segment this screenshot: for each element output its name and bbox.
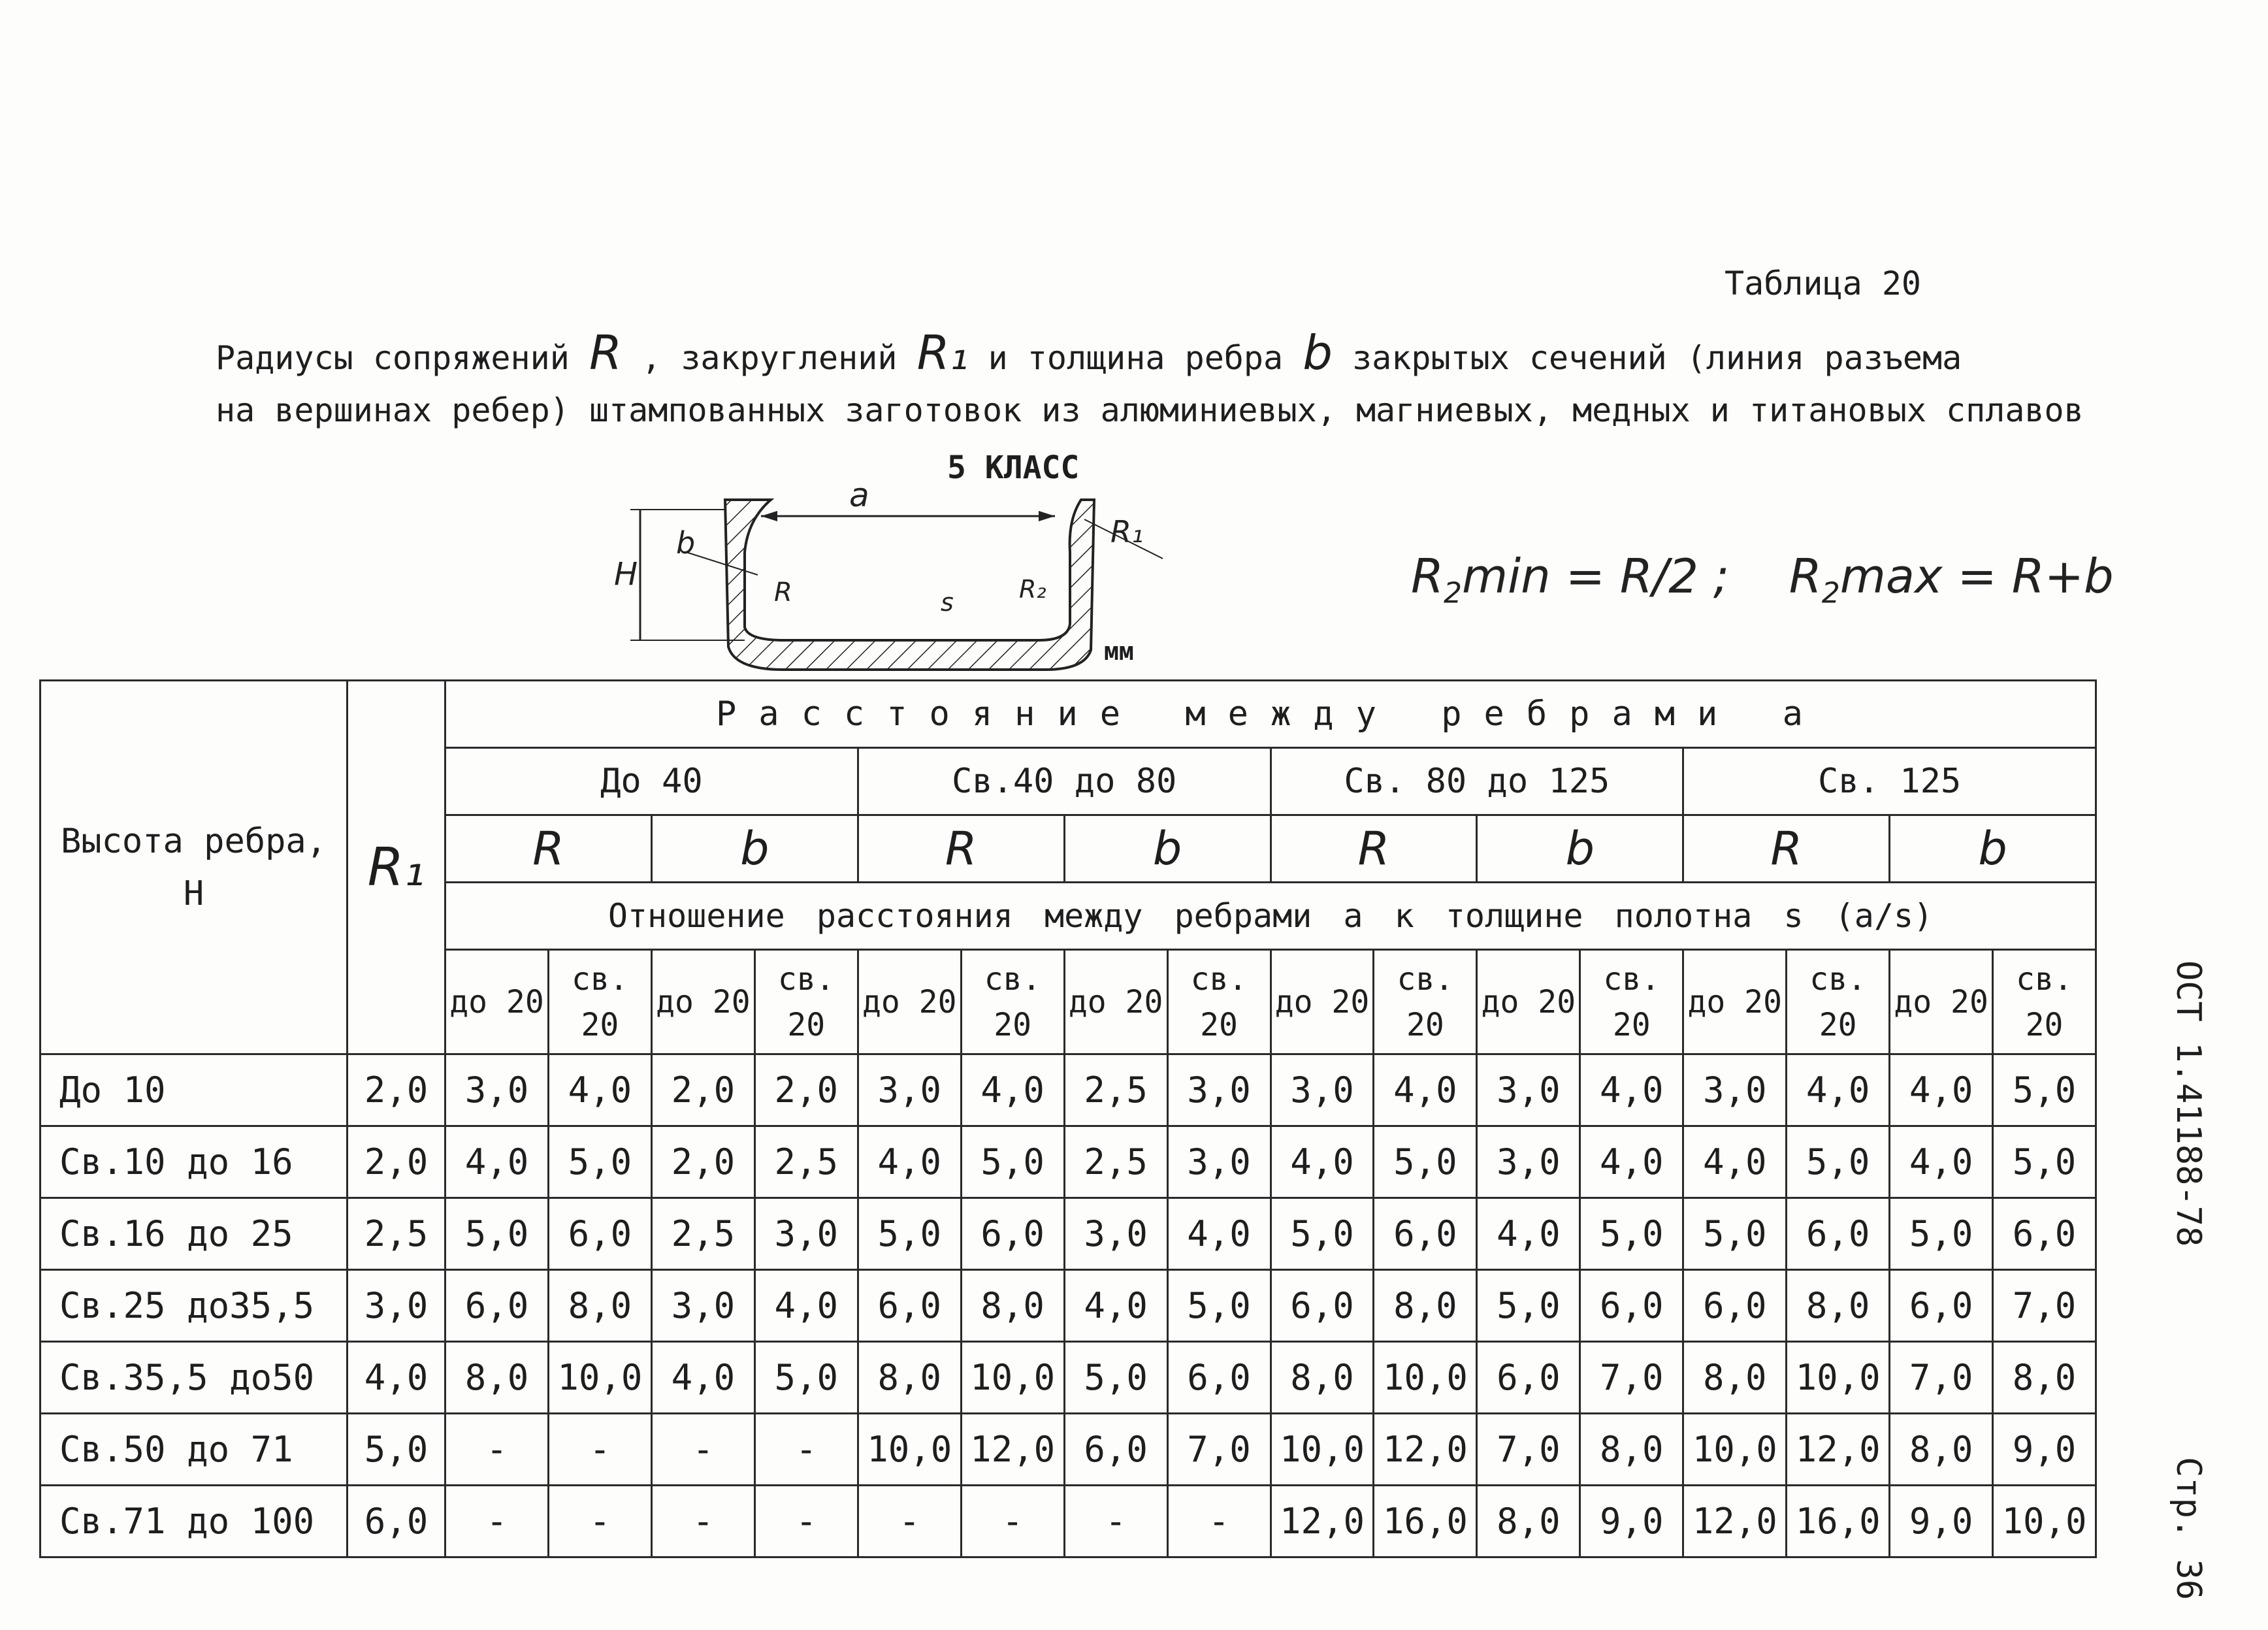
- table-row: [40, 1198, 2096, 1270]
- table-cell: 6,0: [1271, 1270, 1374, 1342]
- table-cell: -: [651, 1486, 754, 1557]
- table-cell: 3,0: [1477, 1126, 1580, 1198]
- r2-formula: [1411, 549, 2114, 610]
- sub-header: св. 20: [1374, 950, 1477, 1054]
- table-cell: 12,0: [1374, 1414, 1477, 1486]
- group-header: Св. 125: [1683, 748, 2096, 815]
- table-cell: 5,0: [1477, 1270, 1580, 1342]
- rb-header: R: [1683, 815, 1890, 883]
- table-cell: 7,0: [1167, 1414, 1271, 1486]
- sub-header: до 20: [651, 950, 754, 1054]
- table-cell: 4,0: [1890, 1126, 1993, 1198]
- sub-header: св. 20: [754, 950, 858, 1054]
- table-cell: 5,0: [1064, 1342, 1167, 1414]
- table-cell: 6,0: [1993, 1198, 2096, 1270]
- table-cell: 3,0: [754, 1198, 858, 1270]
- sub-header: св. 20: [548, 950, 651, 1054]
- row-height-range: До 10: [40, 1054, 348, 1126]
- table-cell: 3,0: [1271, 1054, 1374, 1126]
- table-cell: 9,0: [1993, 1414, 2096, 1486]
- table-cell: 5,0: [548, 1126, 651, 1198]
- table-cell: -: [858, 1486, 961, 1557]
- table-cell: 4,0: [1167, 1198, 1271, 1270]
- row-height-range: Св.71 до 100: [40, 1486, 348, 1557]
- cell-r1: 2,0: [348, 1126, 446, 1198]
- table-cell: 12,0: [1683, 1486, 1787, 1557]
- sub-header: св. 20: [1167, 950, 1271, 1054]
- rb-header: b: [651, 815, 858, 883]
- table-cell: 5,0: [1271, 1198, 1374, 1270]
- table-cell: 8,0: [858, 1342, 961, 1414]
- table-cell: 16,0: [1787, 1486, 1890, 1557]
- title-part-4: закрытых сечений (линия разъема: [1352, 339, 1962, 377]
- rb-header: R: [1271, 815, 1477, 883]
- table-number: Таблица 20: [1725, 265, 1922, 302]
- table-cell: 2,0: [754, 1054, 858, 1126]
- table-cell: 7,0: [1993, 1270, 2096, 1342]
- table-cell: 8,0: [1477, 1486, 1580, 1557]
- table-cell: 4,0: [1064, 1270, 1167, 1342]
- formula-max-symbol: R: [1789, 549, 1822, 604]
- ratio-header: Отношение расстояния между ребрами a к толщине полотна s (a/s): [446, 883, 2096, 950]
- sub-header: до 20: [1064, 950, 1167, 1054]
- table-cell: 4,0: [1580, 1054, 1683, 1126]
- table-cell: 6,0: [1890, 1270, 1993, 1342]
- formula-min-symbol: R: [1411, 549, 1444, 604]
- table-cell: 4,0: [1787, 1054, 1890, 1126]
- table-cell: 10,0: [1683, 1414, 1787, 1486]
- title-line-2: на вершинах ребер) штампованных заготовок из алюминиевых, магниевых, медных и титановых сплавов: [216, 391, 2084, 429]
- table-cell: 12,0: [1787, 1414, 1890, 1486]
- table-cell: 8,0: [1374, 1270, 1477, 1342]
- table-cell: 4,0: [754, 1270, 858, 1342]
- table-cell: 4,0: [651, 1342, 754, 1414]
- table-cell: 5,0: [1580, 1198, 1683, 1270]
- table-cell: 5,0: [858, 1198, 961, 1270]
- cell-r1: 5,0: [348, 1414, 446, 1486]
- header-distance: Расстояние между ребрами a: [446, 681, 2096, 748]
- table-cell: 6,0: [548, 1198, 651, 1270]
- label-a: a: [849, 480, 869, 514]
- table-row: [40, 1270, 2096, 1342]
- table-cell: 3,0: [1167, 1126, 1271, 1198]
- title-symbol-b: b: [1303, 325, 1333, 380]
- sub-header: до 20: [1271, 950, 1374, 1054]
- unit-label: мм: [1104, 637, 1134, 666]
- rb-header: R: [858, 815, 1064, 883]
- label-r2: R₂: [1019, 575, 1046, 604]
- rb-header: b: [1890, 815, 2096, 883]
- table-cell: 8,0: [1787, 1270, 1890, 1342]
- title-part-1: Радиусы сопряжений: [216, 339, 570, 377]
- radius-table: [39, 679, 2097, 1558]
- table-cell: 2,5: [651, 1198, 754, 1270]
- row-height-range: Св.25 до35,5: [40, 1270, 348, 1342]
- table-cell: 10,0: [961, 1342, 1064, 1414]
- table-cell: 6,0: [1787, 1198, 1890, 1270]
- table-cell: 5,0: [446, 1198, 549, 1270]
- sub-header: до 20: [446, 950, 549, 1054]
- row-height-range: Св.10 до 16: [40, 1126, 348, 1198]
- table-row: [40, 1342, 2096, 1414]
- table-cell: 10,0: [1993, 1486, 2096, 1557]
- row-height-range: Св.35,5 до50: [40, 1342, 348, 1414]
- class-label: 5 КЛАСС: [947, 449, 1080, 486]
- table-cell: 6,0: [1374, 1198, 1477, 1270]
- table-cell: 4,0: [1477, 1198, 1580, 1270]
- table-cell: 10,0: [1787, 1342, 1890, 1414]
- group-header: До 40: [446, 748, 858, 815]
- formula-min: min = R/2 ;: [1462, 549, 1730, 604]
- label-s: s: [941, 588, 954, 617]
- label-r: R: [774, 578, 792, 608]
- cell-r1: 6,0: [348, 1486, 446, 1557]
- table-cell: 6,0: [1064, 1414, 1167, 1486]
- formula-min-sub: 2: [1444, 576, 1463, 610]
- label-b: b: [676, 525, 696, 561]
- table-cell: 5,0: [1993, 1126, 2096, 1198]
- rib-profile-diagram: [588, 480, 1176, 696]
- table-cell: 10,0: [858, 1414, 961, 1486]
- table-cell: 2,5: [1064, 1126, 1167, 1198]
- label-h: H: [614, 556, 638, 593]
- table-cell: -: [1167, 1486, 1271, 1557]
- table-cell: 5,0: [1993, 1054, 2096, 1126]
- table-row: [40, 1486, 2096, 1557]
- sub-header: до 20: [1683, 950, 1787, 1054]
- table-cell: 3,0: [1167, 1054, 1271, 1126]
- table-cell: 8,0: [961, 1270, 1064, 1342]
- table-cell: -: [961, 1486, 1064, 1557]
- table-cell: 4,0: [1374, 1054, 1477, 1126]
- table-cell: 4,0: [548, 1054, 651, 1126]
- table-cell: 7,0: [1580, 1342, 1683, 1414]
- table-cell: 2,0: [651, 1126, 754, 1198]
- table-cell: 6,0: [1477, 1342, 1580, 1414]
- sub-header: св. 20: [1787, 950, 1890, 1054]
- table-cell: 5,0: [961, 1126, 1064, 1198]
- sub-header: до 20: [858, 950, 961, 1054]
- header-r1: R₁: [348, 681, 446, 1054]
- cell-r1: 2,5: [348, 1198, 446, 1270]
- table-cell: 4,0: [961, 1054, 1064, 1126]
- table-row: [40, 1054, 2096, 1126]
- table-cell: 6,0: [446, 1270, 549, 1342]
- table-cell: 7,0: [1890, 1342, 1993, 1414]
- table-cell: 12,0: [1271, 1486, 1374, 1557]
- table-cell: 6,0: [1683, 1270, 1787, 1342]
- table-cell: 2,5: [1064, 1054, 1167, 1126]
- table-cell: 3,0: [446, 1054, 549, 1126]
- title-part-3: и толщина ребра: [988, 339, 1284, 377]
- page-number: Стр. 36: [2169, 1457, 2208, 1601]
- table-cell: 9,0: [1890, 1486, 1993, 1557]
- sub-header: св. 20: [961, 950, 1064, 1054]
- table-cell: 6,0: [1167, 1342, 1271, 1414]
- table-cell: 8,0: [1890, 1414, 1993, 1486]
- table-cell: 6,0: [858, 1270, 961, 1342]
- table-cell: 8,0: [1683, 1342, 1787, 1414]
- table-cell: -: [1064, 1486, 1167, 1557]
- table-cell: 4,0: [1580, 1126, 1683, 1198]
- group-header: Св.40 до 80: [858, 748, 1271, 815]
- table-cell: 5,0: [1787, 1126, 1890, 1198]
- table-row: [40, 1414, 2096, 1486]
- sub-header: св. 20: [1993, 950, 2096, 1054]
- cell-r1: 4,0: [348, 1342, 446, 1414]
- table-cell: -: [548, 1486, 651, 1557]
- table-cell: 10,0: [1271, 1414, 1374, 1486]
- title-line-1: [216, 327, 2228, 384]
- table-cell: 8,0: [1271, 1342, 1374, 1414]
- table-cell: 5,0: [1374, 1126, 1477, 1198]
- sub-header: св. 20: [1580, 950, 1683, 1054]
- table-cell: 4,0: [1271, 1126, 1374, 1198]
- table-cell: -: [651, 1414, 754, 1486]
- table-cell: -: [548, 1414, 651, 1486]
- table-cell: 2,0: [651, 1054, 754, 1126]
- formula-max: max = R+b: [1839, 549, 2114, 604]
- table-cell: 4,0: [858, 1126, 961, 1198]
- header-height: Высота ребра, H: [40, 681, 348, 1054]
- table-cell: 6,0: [961, 1198, 1064, 1270]
- rb-header: b: [1477, 815, 1683, 883]
- row-height-range: Св.16 до 25: [40, 1198, 348, 1270]
- document-code: ОСТ 1.41188-78: [2169, 960, 2208, 1247]
- title-symbol-r: R: [589, 325, 622, 380]
- table-cell: 7,0: [1477, 1414, 1580, 1486]
- table-cell: -: [754, 1486, 858, 1557]
- formula-max-sub: 2: [1821, 576, 1840, 610]
- row-height-range: Св.50 до 71: [40, 1414, 348, 1486]
- table-cell: -: [754, 1414, 858, 1486]
- table-cell: 3,0: [1064, 1198, 1167, 1270]
- table-cell: 16,0: [1374, 1486, 1477, 1557]
- table-title: [216, 327, 2228, 436]
- sub-header: до 20: [1890, 950, 1993, 1054]
- table-cell: -: [446, 1414, 549, 1486]
- table-cell: 4,0: [1683, 1126, 1787, 1198]
- table-cell: 9,0: [1580, 1486, 1683, 1557]
- table-row: [40, 1126, 2096, 1198]
- label-r1: R₁: [1110, 514, 1144, 549]
- rb-header: b: [1064, 815, 1271, 883]
- table-cell: 8,0: [1580, 1414, 1683, 1486]
- rb-header: R: [446, 815, 652, 883]
- table-cell: 10,0: [1374, 1342, 1477, 1414]
- cell-r1: 2,0: [348, 1054, 446, 1126]
- table-cell: 3,0: [1477, 1054, 1580, 1126]
- table-cell: 8,0: [1993, 1342, 2096, 1414]
- group-header: Св. 80 до 125: [1271, 748, 1683, 815]
- table-cell: 6,0: [1580, 1270, 1683, 1342]
- table-cell: 5,0: [1683, 1198, 1787, 1270]
- table-cell: 3,0: [1683, 1054, 1787, 1126]
- table-cell: 2,5: [754, 1126, 858, 1198]
- cell-r1: 3,0: [348, 1270, 446, 1342]
- table-cell: 10,0: [548, 1342, 651, 1414]
- table-cell: -: [446, 1486, 549, 1557]
- table-cell: 5,0: [1167, 1270, 1271, 1342]
- table-cell: 12,0: [961, 1414, 1064, 1486]
- table-cell: 3,0: [858, 1054, 961, 1126]
- table-cell: 5,0: [1890, 1198, 1993, 1270]
- table-cell: 3,0: [651, 1270, 754, 1342]
- table-cell: 4,0: [446, 1126, 549, 1198]
- title-symbol-r1: R₁: [916, 325, 969, 380]
- table-cell: 4,0: [1890, 1054, 1993, 1126]
- sub-header: до 20: [1477, 950, 1580, 1054]
- table-cell: 8,0: [446, 1342, 549, 1414]
- table-cell: 5,0: [754, 1342, 858, 1414]
- table-cell: 8,0: [548, 1270, 651, 1342]
- table-body: [40, 1054, 2096, 1557]
- title-part-2: , закруглений: [641, 339, 898, 377]
